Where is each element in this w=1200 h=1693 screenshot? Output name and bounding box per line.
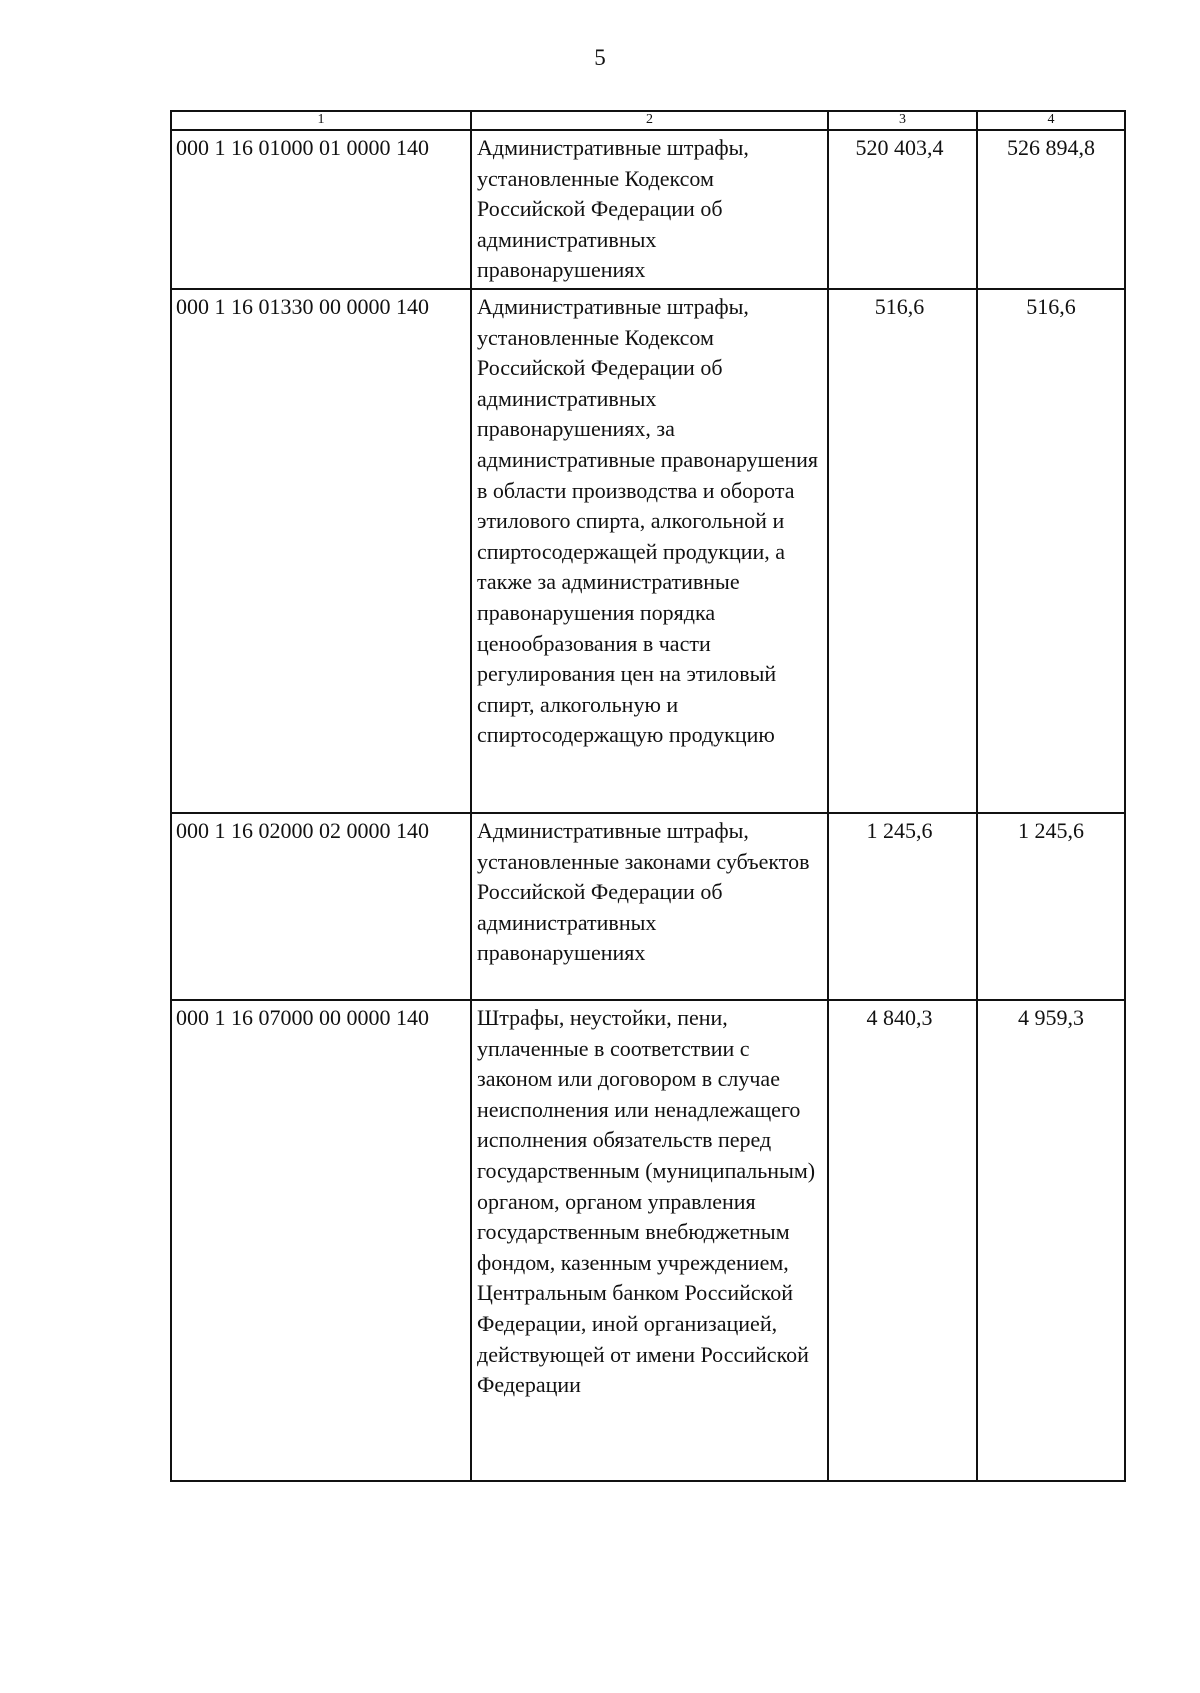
budget-code-cell: 000 1 16 07000 00 0000 140 [171,1000,471,1481]
amount-col3-cell: 516,6 [828,289,977,813]
table-row [171,1000,1125,1481]
amount-col3-cell: 520 403,4 [828,130,977,289]
column-header-1: 1 [171,111,471,130]
revenue-table [170,110,1126,1482]
budget-code-cell: 000 1 16 01330 00 0000 140 [171,289,471,813]
description-cell: Административные штрафы, установленные законами субъектов Российской Федерации об административных правонарушениях [471,813,828,1000]
budget-code-cell: 000 1 16 02000 02 0000 140 [171,813,471,1000]
page-number: 5 [594,45,606,70]
description-cell: Административные штрафы, установленные Кодексом Российской Федерации об административных правонарушениях, за административные правонарушения в области производства и оборота этилового спирта, алкогольной и спиртосодержащей продукции, а также за административные правонарушения порядка ценообразования в части регулирования цен на этиловый спирт, алкогольную и спиртосодержащую продукцию [471,289,828,813]
table-header-row [171,111,1125,130]
table-row [171,130,1125,289]
amount-col4-cell: 1 245,6 [977,813,1125,1000]
table-row [171,813,1125,1000]
table-row [171,289,1125,813]
budget-code-cell: 000 1 16 01000 01 0000 140 [171,130,471,289]
column-header-2: 2 [471,111,828,130]
description-cell: Штрафы, неустойки, пени, уплаченные в соответствии с законом или договором в случае неисполнения или ненадлежащего исполнения обязательств перед государственным (муниципальным) органом, органом управления государственным внебюджетным фондом, казенным учреждением, Центральным банком Российской Федерации, иной организацией, действующей от имени Российской Федерации [471,1000,828,1481]
amount-col3-cell: 4 840,3 [828,1000,977,1481]
amount-col3-cell: 1 245,6 [828,813,977,1000]
description-cell: Административные штрафы, установленные Кодексом Российской Федерации об административных правонарушениях [471,130,828,289]
column-header-4: 4 [977,111,1125,130]
amount-col4-cell: 516,6 [977,289,1125,813]
column-header-3: 3 [828,111,977,130]
amount-col4-cell: 4 959,3 [977,1000,1125,1481]
amount-col4-cell: 526 894,8 [977,130,1125,289]
